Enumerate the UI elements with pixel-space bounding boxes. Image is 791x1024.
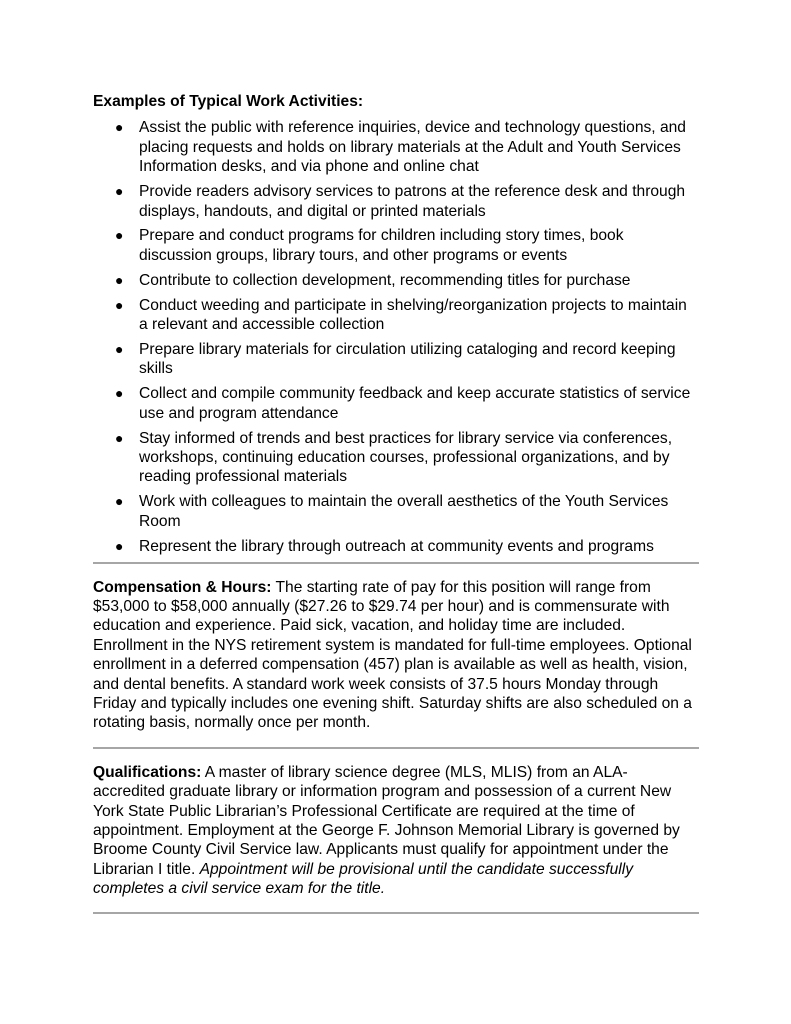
bullet-icon: ● <box>115 429 124 446</box>
list-item-text: Collect and compile community feedback and keep accurate statistics of service use and program attendance <box>139 385 691 422</box>
list-item-text: Provide readers advisory services to patrons at the reference desk and through displays, handouts, and digital or printed materials <box>139 183 686 220</box>
bullet-icon: ● <box>115 385 124 402</box>
section-divider <box>93 912 699 914</box>
bullet-icon: ● <box>115 340 124 357</box>
list-item-text: Prepare library materials for circulation utilizing cataloging and record keeping skills <box>139 340 676 378</box>
bullet-icon: ● <box>115 183 124 200</box>
list-item-text: Assist the public with reference inquiries, device and technology questions, and placing requests and holds on library materials at the Adult and Youth Services Information desks, and via phone and online chat <box>139 119 686 176</box>
list-item <box>93 492 699 531</box>
list-item-text: Represent the library through outreach at community events and programs <box>139 537 654 555</box>
list-item-text: Work with colleagues to maintain the overall aesthetics of the Youth Services Room <box>139 493 669 530</box>
list-item <box>93 271 699 290</box>
qualifications-text: A master of library science degree (MLS, MLIS) from an ALA-accredited graduate library or information program and possession of a current New York State Public Librarian’s Professional Certificate are required at the time of appointment. Employment at the George F. Johnson Memorial Library is governed by Broome County Civil Service law. Applicants must qualify for appointment under the Librarian I title. <box>93 763 680 878</box>
qualifications-paragraph <box>93 763 699 899</box>
list-item-text: Conduct weeding and participate in shelving/reorganization projects to maintain a relevant and accessible collection <box>139 296 687 334</box>
bullet-icon: ● <box>115 227 124 244</box>
work-activities-list <box>93 118 699 556</box>
section-divider <box>93 747 699 749</box>
qualifications-label: Qualifications: <box>93 763 202 781</box>
list-item <box>93 226 699 265</box>
bullet-icon: ● <box>115 271 124 288</box>
list-item <box>93 296 699 335</box>
work-activities-heading: Examples of Typical Work Activities: <box>93 93 364 110</box>
bullet-icon: ● <box>115 493 124 510</box>
list-item-text: Prepare and conduct programs for children including story times, book discussion groups, library tours, and other programs or events <box>139 227 624 264</box>
list-item <box>93 384 699 423</box>
bullet-icon: ● <box>115 296 124 313</box>
list-item <box>93 118 699 176</box>
bullet-icon: ● <box>115 537 124 554</box>
compensation-label: Compensation & Hours: <box>93 578 272 596</box>
qualifications-note: Appointment will be provisional until the candidate successfully completes a civil service exam for the title. <box>93 860 634 898</box>
list-item-text: Stay informed of trends and best practices for library service via conferences, workshops, continuing education courses, professional organizations, and by reading professional materials <box>139 429 673 486</box>
list-item-text: Contribute to collection development, recommending titles for purchase <box>139 271 631 289</box>
list-item <box>93 429 699 487</box>
list-item <box>93 340 699 379</box>
compensation-paragraph <box>93 578 699 733</box>
document-page <box>93 92 699 914</box>
list-item <box>93 182 699 221</box>
list-item <box>93 537 699 556</box>
bullet-icon: ● <box>115 119 124 136</box>
compensation-text: The starting rate of pay for this position will range from $53,000 to $58,000 annually ($27.26 to $29.74 per hour) and is commensurate with education and experience. Paid sick, vacation, and holiday time are included. Enrollment in the NYS retirement system is mandated for full-time employees. Optional enrollment in a deferred compensation (457) plan is available as well as health, vision, and dental benefits. A standard work week consists of 37.5 hours Monday through Friday and typically includes one evening shift. Saturday shifts are also scheduled on a rotating basis, normally once per month. <box>93 578 692 732</box>
section-divider <box>93 562 699 564</box>
